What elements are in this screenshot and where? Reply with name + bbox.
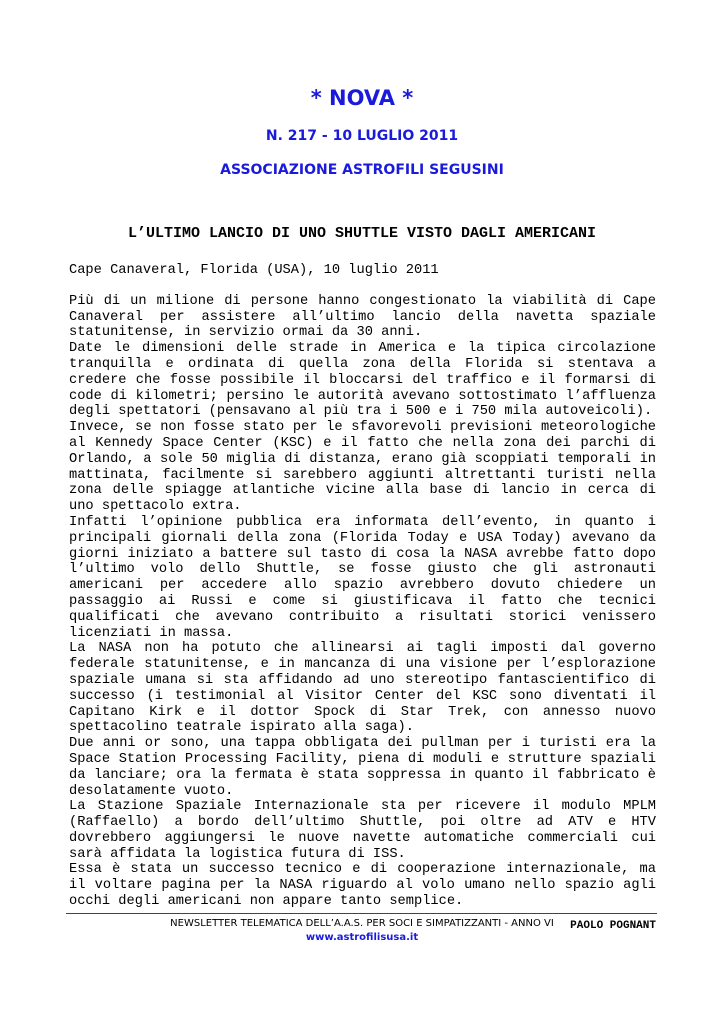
article-paragraph: Più di un milione di persone hanno congestionato la viabilità di Cape Canaveral per assistere all’ultimo lancio della navetta spaziale statunitense, in servizio ormai da 30 anni. [69,293,656,341]
article-dateline: Cape Canaveral, Florida (USA), 10 luglio 2011 [69,263,439,278]
article-paragraph: Date le dimensioni delle strade in America e la tipica circolazione tranquilla e ordinata di quella zona della Florida si stentava a credere che fosse possibile il bloccarsi del traffico e il formarsi di code di kilometri; persino le autorità avevano sottostimato l’affluenza degli spettatori (pensavano al più tra i 500 e i 750 mila autoveicoli). [69,341,656,420]
article-paragraph: Infatti l’opinione pubblica era informata dell’evento, in quanto i principali giornali della zona (Florida Today e USA Today) avevano da giorni iniziato a battere sul tasto di cosa la NASA avrebbe fatto dopo l’ultimo volo dello Shuttle, se fosse giusto che gli astronauti americani per accedere allo spazio avrebbero dovuto chiedere un passaggio ai Russi e come si giustificava il fatto che tecnici qualificati che avevano contribuito a risultati storici venissero licenziati in massa. [69,514,656,641]
article-paragraph: La NASA non ha potuto che allinearsi ai tagli imposti dal governo federale statunitense, e in mancanza di una visione per l’esplorazione spaziale umana si sta affidando ad uno stereotipo fantascientifico di successo (i testimonial al Visitor Center del KSC sono diventati il Capitano Kirk e il dottor Spock di Star Trek, con annesso nuovo spettacolino teatrale ispirato alla saga). [69,641,656,736]
association-name: ASSOCIAZIONE ASTROFILI SEGUSINI [220,162,504,178]
article-headline: L’ULTIMO LANCIO DI UNO SHUTTLE VISTO DAGLI AMERICANI [127,225,597,242]
article-paragraph: La Stazione Spaziale Internazionale sta per ricevere il modulo MPLM (Raffaello) a bordo dell’ultimo Shuttle, poi oltre ad ATV e HTV dovrebbero aggiungersi le nuove navette automatiche commerciali cui sarà affidata la logistica futura di ISS. [69,799,656,862]
article-body [69,263,656,935]
issue-number-date: N. 217 - 10 LUGLIO 2011 [265,128,459,144]
footer-text: NEWSLETTER TELEMATICA DELL’A.A.S. PER SOCI E SIMPATIZZANTI - ANNO VI [170,918,554,929]
article-paragraph: Due anni or sono, una tappa obbligata dei pullman per i turisti era la Space Station Processing Facility, piena di moduli e strutture spaziali da lanciare; ora la fermata è stata soppressa in quanto il fabbricato è desolatamente vuoto. [69,736,656,799]
article-paragraph: Essa è stata un successo tecnico e di cooperazione internazionale, ma il voltare pagina per la NASA riguardo al volo umano nello spazio agli occhi degli americani non appare tanto semplice. [69,862,656,910]
article-paragraph: Invece, se non fosse stato per le sfavorevoli previsioni meteorologiche al Kennedy Space Center (KSC) e il fatto che nella zona dei parchi di Orlando, a sole 50 miglia di distanza, erano già scoppiati temporali in mattinata, facilmente si sarebbero aggiunti altrettanti turisti nella zona delle spiagge atlantiche vicine alla base di lancio in cerca di uno spettacolo extra. [69,420,656,515]
footer-website-link[interactable]: www.astrofilisusa.it [305,932,419,943]
article-author: PAOLO POGNANT [570,919,656,932]
footer-divider [66,913,657,914]
newsletter-title: * NOVA * [310,86,414,110]
